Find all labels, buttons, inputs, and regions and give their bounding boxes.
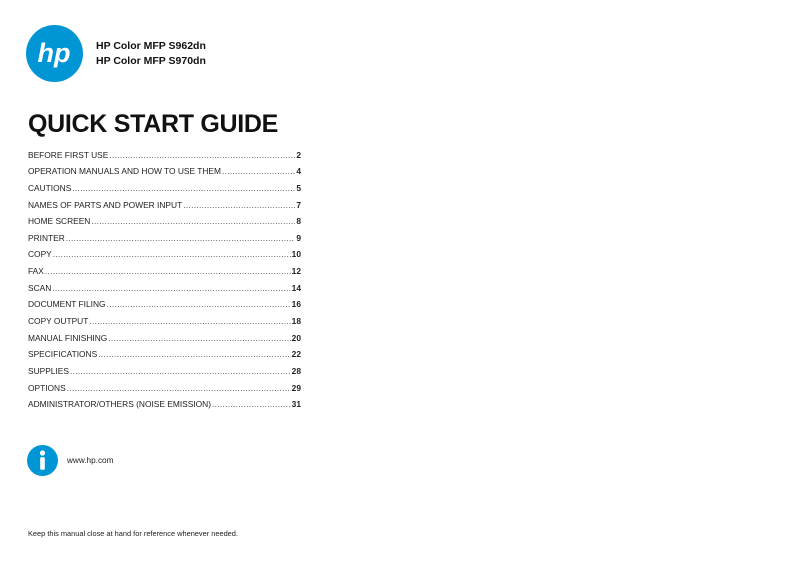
toc-item-page: 22 <box>291 349 301 360</box>
toc-item-title: FAX <box>28 266 44 277</box>
footer-note: Keep this manual close at hand for reference whenever needed. <box>28 529 238 538</box>
toc-item-page: 20 <box>291 332 301 343</box>
page-title: QUICK START GUIDE <box>28 110 278 138</box>
toc-leader-dots <box>53 249 291 259</box>
model-names <box>96 39 206 69</box>
toc-item[interactable] <box>28 226 301 243</box>
toc-item-title: OPERATION MANUALS AND HOW TO USE THEM <box>28 166 221 177</box>
toc-item-page: 5 <box>296 182 301 193</box>
toc-leader-dots <box>222 166 295 176</box>
toc-item-page: 14 <box>291 282 301 293</box>
toc-item-title: SUPPLIES <box>28 365 69 376</box>
toc-leader-dots <box>108 333 290 343</box>
toc-item-title: BEFORE FIRST USE <box>28 149 109 160</box>
toc-item[interactable] <box>28 293 301 310</box>
toc-leader-dots <box>107 299 291 309</box>
svg-text:hp: hp <box>37 38 71 68</box>
toc-leader-dots <box>89 316 290 326</box>
toc-item-title: OPTIONS <box>28 382 66 393</box>
toc-item-title: HOME SCREEN <box>28 216 91 227</box>
toc-item-page: 28 <box>291 365 301 376</box>
toc-leader-dots <box>183 200 295 210</box>
toc-item-title: NAMES OF PARTS AND POWER INPUT <box>28 199 183 210</box>
toc-leader-dots <box>91 216 295 226</box>
toc-item[interactable] <box>28 276 301 293</box>
toc-leader-dots <box>70 366 291 376</box>
toc-item-title: COPY <box>28 249 52 260</box>
toc-item[interactable] <box>28 393 301 410</box>
toc-leader-dots <box>98 349 290 359</box>
toc-item[interactable] <box>28 309 301 326</box>
table-of-contents <box>28 143 301 409</box>
model-name-2: HP Color MFP S970dn <box>96 55 206 67</box>
toc-item[interactable] <box>28 343 301 360</box>
toc-item-title: PRINTER <box>28 232 65 243</box>
toc-leader-dots <box>212 399 291 409</box>
toc-item[interactable] <box>28 326 301 343</box>
toc-item-page: 12 <box>291 266 301 277</box>
toc-leader-dots <box>72 183 295 193</box>
toc-item-page: 10 <box>291 249 301 260</box>
toc-leader-dots <box>66 233 296 243</box>
toc-item-page: 9 <box>296 232 301 243</box>
toc-item[interactable] <box>28 160 301 177</box>
toc-item[interactable] <box>28 376 301 393</box>
info-icon <box>27 445 58 476</box>
toc-item[interactable] <box>28 359 301 376</box>
toc-item[interactable] <box>28 210 301 227</box>
toc-item[interactable] <box>28 243 301 260</box>
toc-item[interactable] <box>28 176 301 193</box>
toc-item-title: ADMINISTRATOR/OTHERS (NOISE EMISSION) <box>28 399 212 410</box>
toc-item[interactable] <box>28 143 301 160</box>
toc-item-title: MANUAL FINISHING <box>28 332 108 343</box>
toc-leader-dots <box>52 283 290 293</box>
toc-item-page: 2 <box>296 149 301 160</box>
toc-item-title: SCAN <box>28 282 52 293</box>
toc-leader-dots <box>109 150 295 160</box>
model-name-1: HP Color MFP S962dn <box>96 40 206 52</box>
toc-item-page: 29 <box>291 382 301 393</box>
toc-item-title: DOCUMENT FILING <box>28 299 106 310</box>
toc-leader-dots <box>45 266 291 276</box>
toc-item-page: 4 <box>296 166 301 177</box>
toc-leader-dots <box>67 383 291 393</box>
toc-item-page: 7 <box>296 199 301 210</box>
toc-item-page: 31 <box>291 399 301 410</box>
toc-item-title: COPY OUTPUT <box>28 316 89 327</box>
toc-item-page: 8 <box>296 216 301 227</box>
toc-item-title: CAUTIONS <box>28 182 72 193</box>
toc-item[interactable] <box>28 193 301 210</box>
toc-item-page: 16 <box>291 299 301 310</box>
toc-item[interactable] <box>28 259 301 276</box>
toc-item-title: SPECIFICATIONS <box>28 349 98 360</box>
website-link[interactable]: www.hp.com <box>67 456 114 465</box>
toc-item-page: 18 <box>291 316 301 327</box>
hp-logo <box>26 25 83 82</box>
